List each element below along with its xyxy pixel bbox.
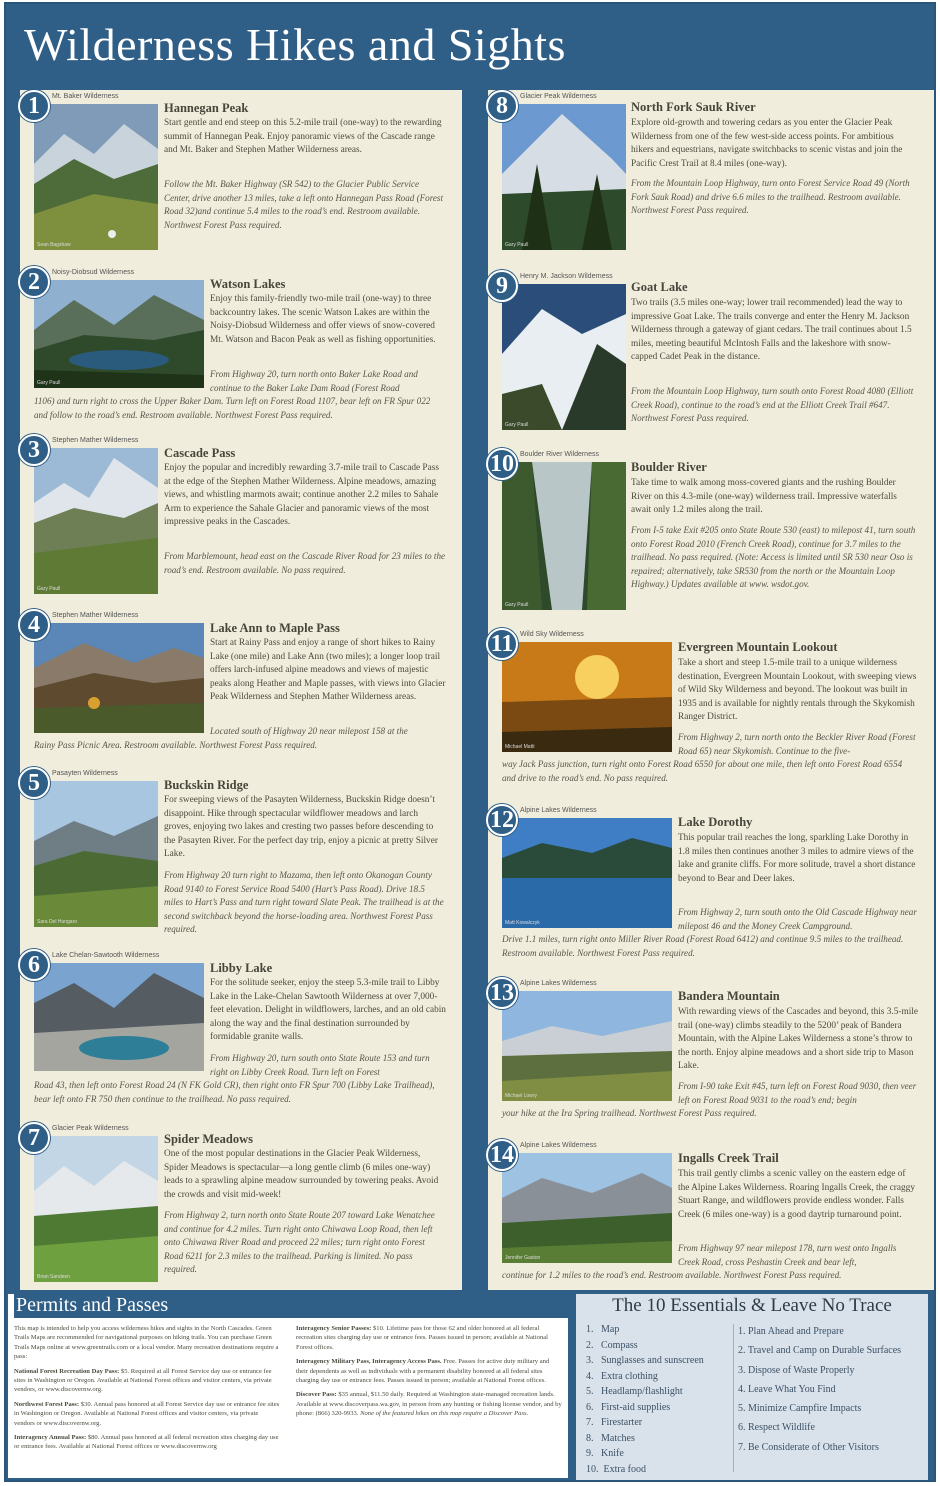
essentials-title: The 10 Essentials & Leave No Trace bbox=[612, 1295, 892, 1316]
list-item: 5. Headlamp/flashlight bbox=[586, 1386, 683, 1397]
hike-number-badge: 9 bbox=[486, 270, 518, 302]
photo-credit: Gary Paull bbox=[37, 586, 61, 592]
leave-no-trace-list bbox=[738, 1322, 928, 1457]
hike-description: Explore old-growth and towering cedars as you enter the Glacier Peak Wilderness from one of the few west-side access points. For ambitious hikers and equestrians, navigate switchbacks to scenic vistas and join the Pacific Crest Trail at 8.4 miles (one-way). bbox=[631, 118, 903, 169]
list-item: 3. Sunglasses and sunscreen bbox=[586, 1355, 704, 1366]
hike-description: Enjoy the popular and incredibly rewarding 3.7-mile trail to Cascade Pass at the edge of the Stephen Mather Wilderness. Alpine meadows, amazing views, and whistling marmots await; continue another 2.2 miles to Sahale Arm to experience the Sahale Glacier and panoramic views of the most impressive peaks in the Cascades. bbox=[164, 463, 439, 528]
hike-name: Spider Meadows bbox=[164, 1132, 254, 1146]
photo-credit: Sara Del Hungaro bbox=[37, 919, 78, 925]
wilderness-label: Alpine Lakes Wilderness bbox=[520, 1142, 597, 1149]
ten-essentials-list bbox=[586, 1322, 734, 1477]
hike-description: For sweeping views of the Pasayten Wilderness, Buckskin Ridge doesn’t disappoint. Hike through spectacular wildflower meadows and larch groves, enjoying two lakes and cresting two passes before descending to the Pasayten River. For the perfect day trip, enjoy a picnic at pretty Silver Lake. bbox=[164, 795, 438, 860]
hike-number-badge: 3 bbox=[18, 434, 50, 466]
hike-description: Two trails (3.5 miles one-way; lower trail recommended) lead the way to impressive Goat Lake. The trails converge and enter the Henry M. Jackson Wilderness through a gateway of giant cedars. The trail continues about 1.5 miles, meeting beautiful McIntosh Falls and the lakeshore with snow-capped Cadet Peak in the distance. bbox=[631, 298, 912, 363]
hike-name: Ingalls Creek Trail bbox=[678, 1151, 779, 1165]
list-item: 6. First-aid supplies bbox=[586, 1401, 671, 1413]
hike-photo bbox=[502, 642, 672, 752]
hike-directions: From Highway 97 near milepost 178, turn west onto Ingalls Creek Road, cross Peshastin Creek and bear left, bbox=[678, 1243, 897, 1267]
wilderness-label: Henry M. Jackson Wilderness bbox=[520, 273, 613, 280]
hike-directions: From Marblemount, head east on the Cascade River Road for 23 miles to the road’s end. Restroom available. No pass required. bbox=[164, 551, 446, 575]
hike-name: Lake Dorothy bbox=[678, 815, 753, 829]
photo-credit: Gary Paull bbox=[505, 242, 529, 248]
hike-photo bbox=[502, 104, 626, 250]
hike-photo bbox=[34, 104, 158, 250]
hike-number-badge: 4 bbox=[18, 609, 50, 641]
hike-description: With rewarding views of the Cascades and beyond, this 3.5-mile trail (one-way) climbs steadily to the 5200’ peak of Bandera Mountain, with the Alpine Lakes Wilderness a stone’s throw to the north. Enjoy alpine meadows and a short side trip to Mason Lake. bbox=[678, 1007, 918, 1072]
hike-directions-cont: Rainy Pass Picnic Area. Restroom available. Northwest Forest Pass required. bbox=[34, 740, 318, 750]
photo-credit: Matt Kowalczyk bbox=[505, 920, 540, 926]
list-item: 2. Compass bbox=[586, 1339, 638, 1351]
list-item: 4. Leave What You Find bbox=[738, 1383, 836, 1395]
hike-directions: From the Mountain Loop Highway, turn onto Forest Service Road 49 (North Fork Sauk Road) and drive 6.6 miles to the trailhead. Restroom available. Northwest Forest Pass required. bbox=[631, 178, 910, 216]
list-item: 1. Map bbox=[586, 1324, 620, 1335]
list-item: 3. Dispose of Waste Properly bbox=[738, 1364, 855, 1376]
photo-credit: Michael Matti bbox=[505, 744, 535, 750]
hike-number-badge: 13 bbox=[486, 977, 518, 1009]
permits-section bbox=[8, 1294, 568, 1478]
hike-directions-cont: continue for 1.2 miles to the road’s end. Restroom available. Northwest Forest Pass required. bbox=[502, 1270, 842, 1280]
wilderness-label: Pasayten Wilderness bbox=[52, 770, 118, 777]
pass-item: Interagency Annual Pass: $80. Annual pass honored at all federal recreation sites charging day use or entrance fees. Available at National Forest offices or www.discovernw.org bbox=[14, 1434, 279, 1451]
list-item: 10. Extra food bbox=[586, 1463, 646, 1475]
photo-credit: Sean Bagshaw bbox=[37, 242, 71, 248]
pass-item: Northwest Forest Pass: $30. Annual pass honored at all Forest Service day use or entrance fee sites in Washington or Oregon. Available at National Forest offices and visitor centers, via private vendors or www.discovernw.org. bbox=[14, 1400, 280, 1427]
photo-credit: Jennifer Gaston bbox=[505, 1255, 541, 1261]
wilderness-label: Alpine Lakes Wilderness bbox=[520, 980, 597, 987]
hike-photo bbox=[34, 1136, 158, 1282]
permits-column-1 bbox=[14, 1324, 280, 1457]
list-item: 6. Respect Wildlife bbox=[738, 1422, 815, 1434]
list-item: 9. Knife bbox=[586, 1448, 624, 1459]
hike-directions: From Highway 2, turn south onto the Old Cascade Highway near milepost 46 and the Money Creek Campground. bbox=[678, 907, 917, 931]
hike-directions: From I-5 take Exit #205 onto State Route 530 (east) to milepost 41, turn south onto Forest Road 2010 (French Creek Road), continue for 3.7 miles to the trailhead. No pass required. (Note: Access is limited until SR 530 near Oso is repaired; alternatively, take SR530 from the north or the Mountain Loop Highway.) Updates available at www. wsdot.gov. bbox=[631, 525, 916, 590]
permits-title: Permits and Passes bbox=[14, 1292, 570, 1318]
permits-intro: This map is intended to help you access wilderness hikes and sights in the North Cascades. Green Trails Maps are recommended for navigational purposes on hiking trails. You can purchase Green Trails Maps online at www.greentrails.com or a local vendor. Many recreation destinations require a pass: bbox=[14, 1325, 279, 1361]
hike-directions: From the Mountain Loop Highway, turn south onto Forest Road 4080 (Elliott Creek Road), continue to the road’s end at the Elliott Creek Trail #647. Northwest Forest Pass required. bbox=[631, 386, 914, 424]
list-item: 7. Firestarter bbox=[586, 1417, 643, 1428]
list-item: 8. Matches bbox=[586, 1432, 635, 1444]
photo-credit: Michael Lowry bbox=[505, 1093, 537, 1099]
photo-credit: Brian Sandeen bbox=[37, 1274, 71, 1280]
pass-item: Interagency Military Pass, Interagency Access Pass. Free. Passes for active duty military and their dependents as well as individuals with a permanent disability honored at all federal sites charging day use or entrance fees. Passes issued in person; available at National Forest offices. bbox=[296, 1358, 550, 1385]
hike-name: Evergreen Mountain Lookout bbox=[678, 640, 838, 654]
hike-directions: From Highway 20, turn north onto Baker Lake Road and continue to the Baker Lake Dam Road (Forest Road bbox=[210, 369, 418, 393]
hike-name: Libby Lake bbox=[210, 961, 273, 975]
hike-directions-cont: 1106) and turn right to cross the Upper Baker Dam. Turn left on Forest Road 1107, bear left on FR Spur 022 and follow to the road’s end. Restroom available. Northwest Forest Pass required. bbox=[34, 396, 431, 420]
hike-photo bbox=[34, 280, 204, 388]
hike-number-badge: 14 bbox=[486, 1139, 518, 1171]
hike-name: Watson Lakes bbox=[210, 277, 286, 291]
poster-title: Wilderness Hikes and Sights bbox=[24, 19, 566, 70]
hike-directions-cont: Road 43, then left onto Forest Road 24 (N FK Gold CR), then right onto FR Spur 700 (Libby Lake Trailhead), bear left onto FR 750 then continue to the trailhead. No pass required. bbox=[34, 1080, 435, 1104]
hike-number-badge: 11 bbox=[486, 628, 518, 660]
hike-name: Buckskin Ridge bbox=[164, 778, 249, 792]
hike-name: Lake Ann to Maple Pass bbox=[210, 621, 340, 635]
hike-photo bbox=[34, 623, 204, 733]
hike-directions-cont: way Jack Pass junction, turn right onto Forest Road 6550 for about one mile, then left onto Forest Road 6554 and drive to the road’s end. No pass required. bbox=[502, 759, 903, 783]
list-item: 1. Plan Ahead and Prepare bbox=[738, 1326, 844, 1337]
hike-number-badge: 8 bbox=[486, 90, 518, 122]
list-item: 2. Travel and Camp on Durable Surfaces bbox=[738, 1345, 902, 1357]
hike-name: Boulder River bbox=[631, 460, 707, 474]
hike-number-badge: 2 bbox=[18, 266, 50, 298]
hike-photo bbox=[502, 818, 672, 928]
hike-photo bbox=[34, 448, 158, 594]
pass-item: Interagency Senior Passes: $10. Lifetime pass for those 62 and older honored at all federal recreation sites charging day use or entrance fees. Passes issued in person; available at National Forest offices. bbox=[296, 1325, 549, 1351]
hike-description: Start gentle and end steep on this 5.2-mile trail (one-way) to the rewarding summit of Hannegan Peak. Enjoy panoramic views of the Cascade range and Mt. Baker and Stephen Mather Wilderness areas. bbox=[164, 118, 442, 156]
hike-directions: From Highway 20, turn south onto State Route 153 and turn right on Libby Creek Road. Turn left on Forest bbox=[210, 1053, 430, 1077]
wilderness-label: Noisy-Diobsud Wilderness bbox=[52, 269, 135, 276]
wilderness-label: Wild Sky Wilderness bbox=[520, 631, 584, 638]
hike-directions-cont: your hike at the Ira Spring trailhead. Northwest Forest Pass required. bbox=[502, 1108, 757, 1118]
hike-photo bbox=[502, 462, 626, 610]
list-item: 5. Minimize Campfire Impacts bbox=[738, 1403, 862, 1415]
pass-item: National Forest Recreation Day Pass: $5. Required at all Forest Service day use or entrance fee sites in Washington or Oregon. Available at National Forest offices and visitor centers, via private vendors, or www.discovernw.org. bbox=[14, 1367, 272, 1394]
wilderness-label: Stephen Mather Wilderness bbox=[52, 612, 139, 619]
essentials-section bbox=[576, 1294, 928, 1480]
hike-directions: Follow the Mt. Baker Highway (SR 542) to the Glacier Public Service Center, drive another 13 miles, take a left onto Hannegan Pass Road (Forest Road 32)and continue 5.4 miles to the road’s end. Restroom available. Northwest Forest Pass required. bbox=[164, 179, 444, 230]
wilderness-label: Stephen Mather Wilderness bbox=[52, 437, 139, 444]
hike-number-badge: 6 bbox=[18, 949, 50, 981]
discover-pass-note: None of the featured hikes on this map require a Discover Pass. bbox=[360, 1410, 529, 1418]
hike-description: Take time to walk among moss-covered giants and the rushing Boulder River on this 4.3-mile (one-way) wilderness trail. Impressive waterfalls await only 1.2 miles along the trail. bbox=[631, 478, 897, 516]
hike-number-badge: 5 bbox=[18, 767, 50, 799]
hike-photo bbox=[502, 991, 672, 1101]
hike-number-badge: 10 bbox=[486, 448, 518, 480]
hike-description: Take a short and steep 1.5-mile trail to a unique wilderness destination, Evergreen Mountain Lookout, with sweeping views of Wild Sky Wilderness and beyond. The lookout was built in 1935 and is available for nightly rentals through the Skykomish Ranger District. bbox=[678, 658, 917, 723]
hike-photo bbox=[502, 1153, 672, 1263]
photo-credit: Gary Paull bbox=[37, 380, 61, 386]
photo-credit: Gary Paull bbox=[505, 422, 529, 428]
hike-description: For the solitude seeker, enjoy the steep 5.3-mile trail to Libby Lake in the Lake-Chelan Sawtooth Wilderness at over 7,000-feet elevation. Delight in wildflowers, larches, and an old cabin along the way and the final destination surrounded by formidable granite walls. bbox=[210, 978, 446, 1043]
hike-photo bbox=[34, 781, 158, 927]
hike-name: North Fork Sauk River bbox=[631, 100, 756, 114]
hike-number-badge: 1 bbox=[18, 90, 50, 122]
hike-number-badge: 12 bbox=[486, 804, 518, 836]
hike-description: Enjoy this family-friendly two-mile trail (one-way) to three backcountry lakes. The scenic Watson Lakes are within the Noisy-Diobsud Wilderness and offer views of snow-covered Mt. Watson and Bacon Peak as well as fishing opportunities. bbox=[210, 294, 436, 345]
wilderness-label: Boulder River Wilderness bbox=[520, 451, 599, 458]
hike-directions: From Highway 2, turn north onto State Route 207 toward Lake Wenatchee and continue for 4.2 miles. Turn right onto Chiwawa Loop Road, then left onto Chiwawa River Road and proceed 22 miles; turn right onto Forest Road 6211 for 2.3 miles to the trailhead. Parking is limited. No pass required. bbox=[164, 1210, 435, 1275]
hike-description: Start at Rainy Pass and enjoy a range of short hikes to Rainy Lake (one mile) and Lake Ann (two miles); a longer loop trail offers larch-infused alpine meadows and views of majestic peaks along Heather and Maple passes, with views into Glacier Peak Wilderness and Stephen Mather Wilderness areas. bbox=[210, 638, 446, 703]
hike-description: This trail gently climbs a scenic valley on the eastern edge of the Alpine Lakes Wilderness. Roaring Ingalls Creek, the craggy Stuart Range, and wildflowers provide endless wonder. Falls Creek (6 miles one-way) is a good daytrip turnaround point. bbox=[678, 1169, 915, 1220]
hike-description: One of the most popular destinations in the Glacier Peak Wilderness, Spider Meadows is spectacular—a long gentle climb (6 miles one-way) leads to a sprawling alpine meadow surrounded by towering peaks. Avoid the crowds and visit mid-week! bbox=[164, 1149, 439, 1200]
wilderness-label: Lake Chelan-Sawtooth Wilderness bbox=[52, 952, 160, 959]
hike-number-badge: 7 bbox=[18, 1122, 50, 1154]
hike-photo bbox=[34, 963, 204, 1071]
hike-directions: From I-90 take Exit #45, turn left on Forest Road 9030, then veer left on Forest Road 9031 to the road’s end; begin bbox=[678, 1081, 917, 1105]
hike-name: Goat Lake bbox=[631, 280, 688, 294]
permits-column-2 bbox=[296, 1324, 562, 1424]
hike-directions: Located south of Highway 20 near milepost 158 at the bbox=[210, 726, 408, 736]
hike-name: Cascade Pass bbox=[164, 446, 236, 460]
pass-item: Discover Pass: $35 annual, $11.50 daily. Required at Washington state-managed recreation lands. Available at www.discoverpass.wa.gov, in person from any hunting or fishing license vendor, and by phone: (866) 320-9933. None of the featured hikes on this map require a Discover Pass. bbox=[296, 1391, 562, 1418]
hike-name: Bandera Mountain bbox=[678, 989, 780, 1003]
wilderness-label: Glacier Peak Wilderness bbox=[520, 93, 597, 100]
hike-directions-cont: Drive 1.1 miles, turn right onto Miller River Road (Forest Road 6412) and continue 9.5 miles to the trailhead. Restroom available. Northwest Forest Pass required. bbox=[502, 934, 904, 958]
hike-name: Hannegan Peak bbox=[164, 101, 249, 115]
hike-photo bbox=[502, 284, 626, 430]
list-item: 7. Be Considerate of Other Visitors bbox=[738, 1441, 879, 1453]
wilderness-label: Mt. Baker Wilderness bbox=[52, 93, 119, 100]
hike-description: This popular trail reaches the long, sparkling Lake Dorothy in 1.8 miles then continues another 3 miles to admire views of the lake and granite cliffs. For more solitude, travel a short distance beyond to Bear and Deer lakes. bbox=[678, 833, 916, 884]
photo-credit: Gary Paull bbox=[505, 602, 529, 608]
hike-directions: From Highway 2, turn north onto the Beckler River Road (Forest Road 65) near Skykomish. Continue to the five- bbox=[678, 732, 916, 756]
hike-directions: From Highway 20 turn right to Mazama, then left onto Okanogan County Road 9140 to Forest Service Road 5400 (Hart’s Pass Road). Drive 18.5 miles to Hart’s Pass and turn right toward Slate Peak. The trailhead is at the second switchback beyond the horse-loading area. Northwest Forest Pass required. bbox=[164, 870, 444, 935]
wilderness-label: Alpine Lakes Wilderness bbox=[520, 807, 597, 814]
wilderness-label: Glacier Peak Wilderness bbox=[52, 1125, 129, 1132]
list-item: 4. Extra clothing bbox=[586, 1370, 658, 1382]
